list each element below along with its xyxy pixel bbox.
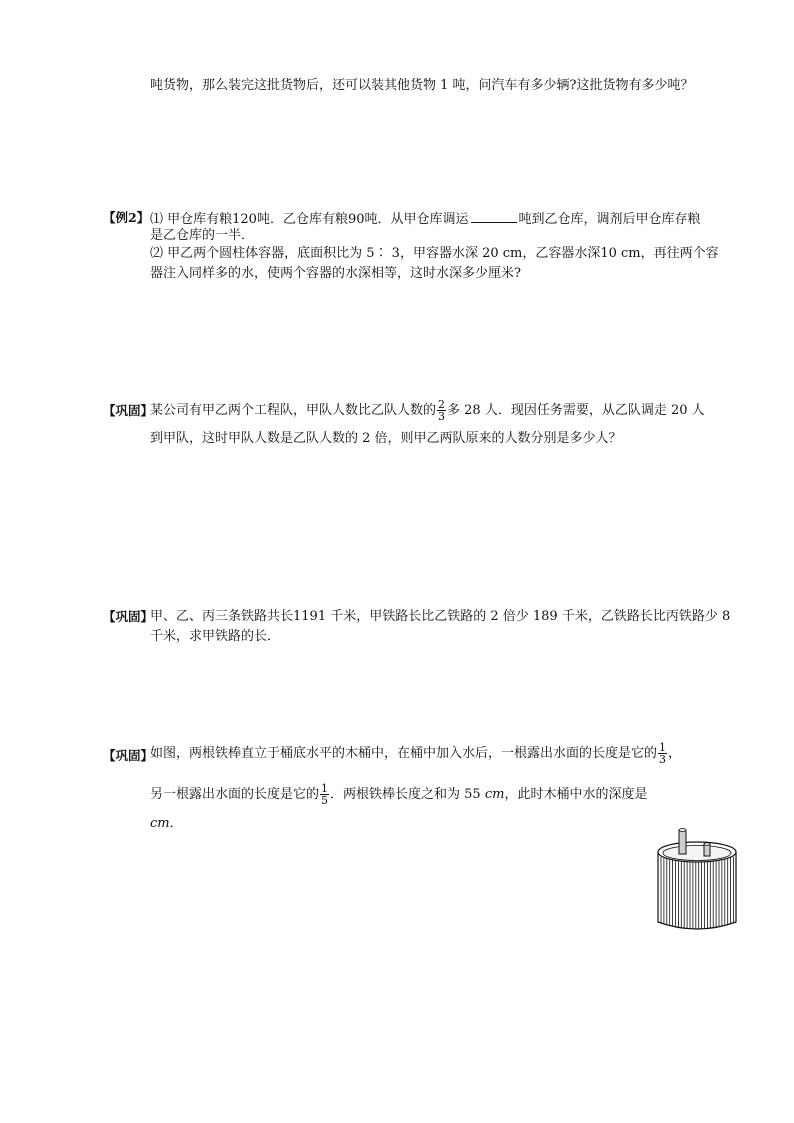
consolidate3-line1: 如图，两根铁棒直立于桶底水平的木桶中，在桶中加入水后，一根露出水面的长度是它的 $\frac{1}{3}$ ， <box>150 741 682 766</box>
example2-p1-line2: 是乙仓库的一半． <box>150 228 255 243</box>
intro-line: 吨货物，那么装完这批货物后，还可以装其他货物 1 吨，问汽车有多少辆?这批货物有多少吨？ <box>150 78 694 93</box>
example2-tag: 【例2】 <box>103 210 150 225</box>
answer-blank[interactable] <box>471 209 517 223</box>
consolidate3-line3: cm． <box>150 816 183 831</box>
consolidate1-tag: 【巩固】 <box>103 403 154 418</box>
fraction-one-fifth: $\frac{1}{5}$ <box>321 782 329 807</box>
iron-rod-tall <box>679 829 686 855</box>
consolidate2-tag: 【巩固】 <box>103 609 154 624</box>
wooden-bucket-illustration <box>652 826 742 936</box>
iron-rod-short <box>704 843 710 856</box>
consolidate1-line1: 某公司有甲乙两个工程队，甲队人数比乙队人数的 $\frac{2}{3}$ 多 28 人．现因任务需要，从乙队调走 20 人 <box>150 398 705 423</box>
consolidate2-line2: 千米，求甲铁路的长． <box>150 629 281 644</box>
consolidate3-line2: 另一根露出水面的长度是它的 $\frac{1}{5}$ ．两根铁棒长度之和为 55 cm，此时木桶中水的深度是 <box>150 782 648 807</box>
bucket-body <box>658 842 736 929</box>
consolidate1-line2: 到甲队，这时甲队人数是乙队人数的 2 倍，则甲乙两队原来的人数分别是多少人？ <box>150 431 622 446</box>
example2-p2-line2: 器注入同样多的水，使两个容器的水深相等，这时水深多少厘米? <box>150 266 521 281</box>
consolidate3-tag: 【巩固】 <box>103 748 154 763</box>
fraction-one-third: $\frac{1}{3}$ <box>659 741 667 766</box>
fraction-two-thirds: $\frac{2}{3}$ <box>438 398 446 423</box>
consolidate2-line1: 甲、乙、丙三条铁路共长1191 千米，甲铁路长比乙铁路的 2 倍少 189 千米，乙铁路长比丙铁路少 8 <box>150 609 731 624</box>
example2-p2-line1: ⑵ 甲乙两个圆柱体容器，底面积比为 5∶ 3，甲容器水深 20 cm，乙容器水深10 cm，再往两个容 <box>150 246 719 261</box>
example2-p1-line1: ⑴ 甲仓库有粮120吨．乙仓库有粮90吨．从甲仓库调运 吨到乙仓库，调剂后甲仓库存粮 <box>150 209 701 229</box>
